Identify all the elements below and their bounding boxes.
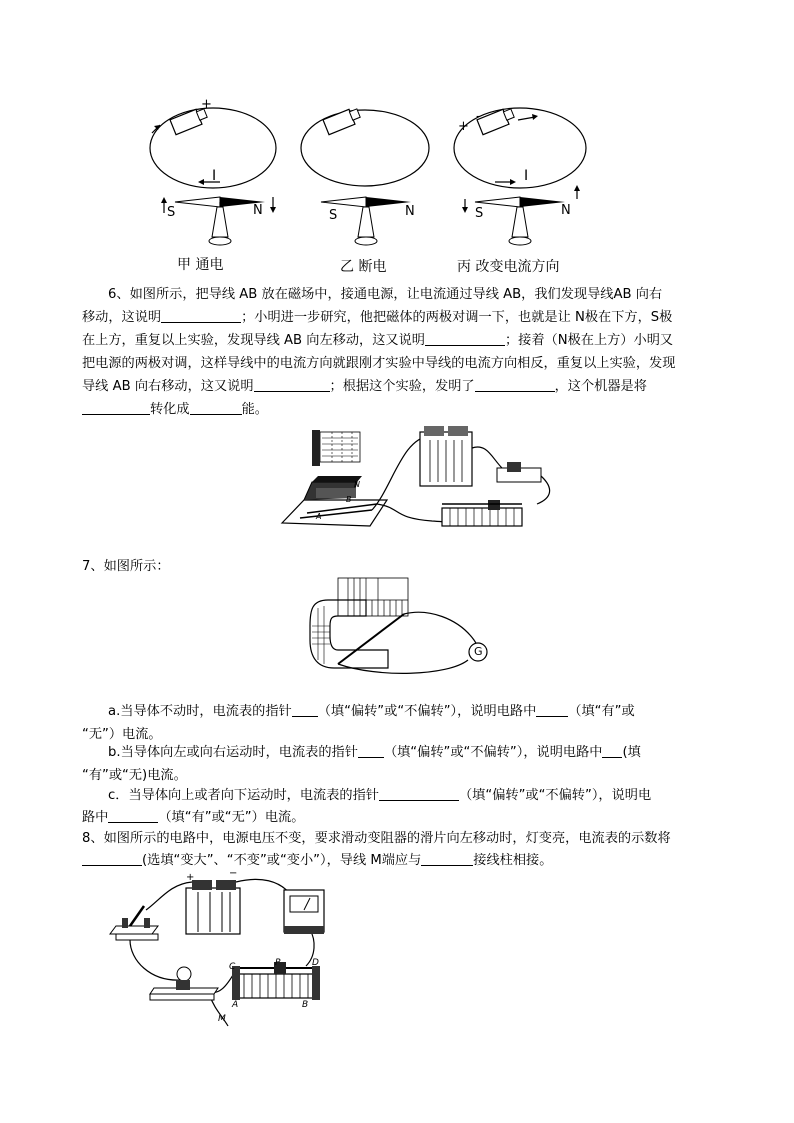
q6-line-1: 6、如图所示，把导线 AB 放在磁场中，接通电源，让电流通过导线 AB，我们发现导线AB 向右 bbox=[108, 287, 663, 302]
q8-blank-2[interactable] bbox=[421, 851, 473, 866]
current-label-3: I bbox=[524, 168, 529, 184]
q8-minus: − bbox=[229, 868, 238, 879]
caption-jia: 甲 通电 bbox=[177, 257, 224, 273]
plus-sign-3: + bbox=[458, 119, 469, 134]
q7-a-line-2: “无”）电流。 bbox=[82, 727, 162, 742]
north-label-2: N bbox=[405, 204, 415, 219]
minus-sign-3: - bbox=[476, 109, 481, 124]
q8-line-1: 8、如图所示的电路中，电源电压不变，要求滑动变阻器的滑片向左移动时，灯变亮，电流表的示数将 bbox=[82, 831, 671, 846]
q6-blank-6[interactable] bbox=[190, 400, 242, 415]
north-label-3: N bbox=[561, 203, 571, 218]
q6-label-n: N bbox=[354, 480, 360, 489]
q8-plus: + bbox=[186, 872, 195, 883]
q6-line-2: 移动，这说明 ；小明进一步研究，他把磁体的两极对调一下，也就是让 N极在下方，S极 bbox=[82, 310, 673, 325]
q7-blank-a1[interactable] bbox=[292, 702, 318, 717]
q6-label-a: A bbox=[316, 512, 322, 521]
q8-line-2: (选填“变大”、“不变”或“变小”），导线 M端应与 接线柱相接。 bbox=[82, 849, 552, 872]
current-label-1: I bbox=[212, 168, 217, 184]
south-label-3: S bbox=[475, 206, 484, 221]
q6-line-4: 把电源的两极对调，这样导线中的电流方向就跟刚才实验中导线的电流方向相反，重复以上实验，发现 bbox=[82, 356, 676, 371]
q7-blank-b2[interactable] bbox=[602, 743, 622, 758]
q8-label-c: C bbox=[229, 962, 236, 972]
q8-label-b: B bbox=[302, 1000, 309, 1010]
caption-bing: 丙 改变电流方向 bbox=[457, 259, 560, 275]
q7-blank-a2[interactable] bbox=[536, 702, 568, 717]
q7-blank-c1[interactable] bbox=[379, 786, 459, 801]
q7-c-line-1: c．当导体向上或者向下运动时，电流表的指针 （填“偏转”或“不偏转”），说明电 bbox=[108, 788, 652, 803]
q7-a-line-1: a.当导体不动时，电流表的指针 （填“偏转”或“不偏转”），说明电路中 （填“有”或 bbox=[108, 704, 635, 719]
q6-blank-3[interactable] bbox=[254, 377, 330, 392]
q8-label-m: M bbox=[218, 1014, 226, 1024]
q7-b-line-1: b.当导体向左或向右运动时，电流表的指针 （填“偏转”或“不偏转”），说明电路中 (填 bbox=[108, 745, 641, 760]
q7-b-line-2: “有”或“无)电流。 bbox=[82, 768, 187, 783]
panel-bing bbox=[454, 108, 586, 245]
south-label-2: S bbox=[329, 208, 338, 223]
q6-line-3: 在上方，重复以上实验，发现导线 AB 向左移动，这又说明 ；接着（N极在上方）小明又 bbox=[82, 333, 674, 348]
q7-blank-b1[interactable] bbox=[358, 743, 384, 758]
q6-blank-1[interactable] bbox=[161, 308, 241, 323]
figure-motor-apparatus bbox=[282, 418, 554, 536]
q7-title: 7、如图所示： bbox=[82, 559, 170, 574]
q6-blank-2[interactable] bbox=[425, 331, 505, 346]
plus-sign-1: + bbox=[201, 97, 212, 112]
q6-label-b: B bbox=[346, 495, 352, 504]
galvanometer-label: G bbox=[474, 645, 483, 658]
panel-yi bbox=[301, 109, 429, 245]
q6-blank-4[interactable] bbox=[475, 377, 555, 392]
q6-line-5: 导线 AB 向右移动，这又说明 ；根据这个实验，发明了 ，这个机器是将 bbox=[82, 379, 647, 394]
south-label-1: S bbox=[167, 205, 176, 220]
q8-blank-1[interactable] bbox=[82, 851, 142, 866]
q7-blank-c2[interactable] bbox=[108, 808, 158, 823]
q6-line-6: 转化成 能。 bbox=[82, 398, 268, 421]
north-label-1: N bbox=[253, 203, 263, 218]
q8-label-d: D bbox=[312, 958, 319, 968]
caption-yi: 乙 断电 bbox=[340, 259, 387, 275]
q8-label-a: A bbox=[232, 1000, 239, 1010]
figure-oersted-experiment bbox=[140, 95, 600, 255]
q6-blank-5[interactable] bbox=[82, 400, 150, 415]
figure-induction-apparatus bbox=[308, 578, 494, 690]
q8-label-p: P bbox=[275, 958, 281, 968]
q7-c-line-2: 路中 （填“有”或“无”）电流。 bbox=[82, 810, 305, 825]
